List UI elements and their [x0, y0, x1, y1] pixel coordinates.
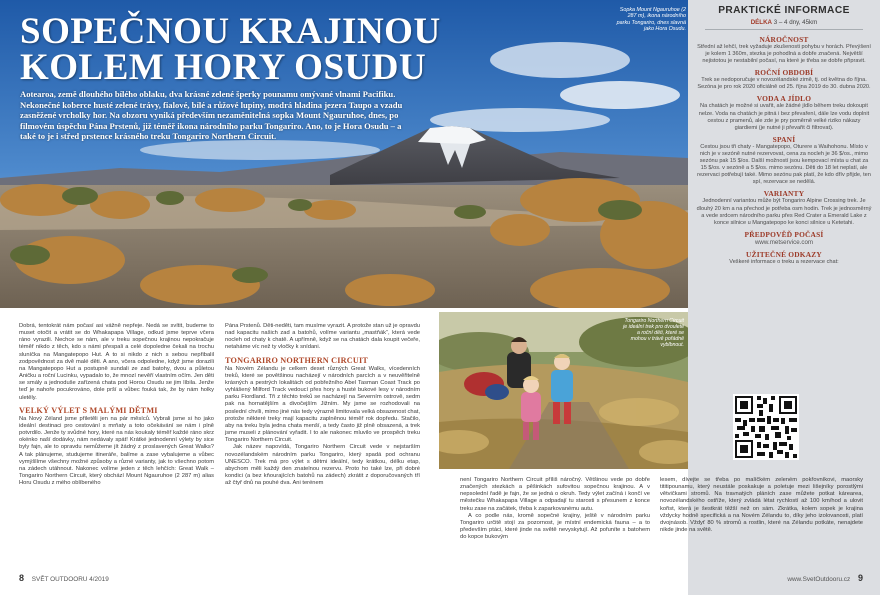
paragraph: není Tongariro Northern Circuit příliš náročný. Většinou vede po dobře značených stezkách a pěšinkách sufovitou sopečnou krajinou. A v nepsolední řadě je fajn, že se jedná o okruh. Tedy výlet začíná i končí ve městečku Whakapapa Village a odpadají tu starosti s přesunem z konce treku zase na začátek, třeba k zaparkovanému autu.	[460, 477, 650, 512]
paragraph: lesem, dívejte se třeba po malíčkém zeleném pokřovníkovi, maorsky tititipounamu, který neustále poskakuje a poletuje mezi lišejníky porostlými větvičkami stromů. Na travnatých pláních zase můžete potkat kárearea, novozélandského ostříže, který zvládá létat rychlostí až 100 km/hod a ulovit kořist, která je šestkrát těžší než on sám. Zkrátka, kolem sopek je krajina vždycky hodně specifická a na Novém Zélandu to, díky jeho izolovanosti, platí dvojnásob. Vždyť 80 % stromů a rostlin, které na Zélandu potkáte, nenajdete nikde jinde na světě.	[660, 477, 863, 534]
article-column-2	[225, 323, 420, 487]
section-heading: SPANÍ	[772, 134, 796, 144]
sidebar-sections	[696, 33, 872, 269]
section-heading-tongariro: TONGARIRO NORTHERN CIRCUIT	[225, 355, 369, 365]
length-value: 3 – 4 dny, 45km	[773, 19, 818, 26]
section-text: Cestou jsou tři chaty - Mangatepopo, Oturere a Waihohonu. Místo v nich je v sezóně nutné rezervovat, cena za nocleh je 36 $/os., mimo sezónu pak 15 $/os. Další možností jsou kempovací místa u chat za 15 $/os. v sezóně a 5 $/os. mimo sezónu. Děti do 18 let neplatí, ale rezervaci potřebují také. Mimo sezónu pak platí, že kdo dřív přijde, ten spí, rezervace se nedělá.	[697, 143, 871, 186]
section-text: Na chatách je možné si uvařit, ale žádné jídlo během treku dokoupit nelze. Voda na chatách je pitná i bez převaření, dále lze vodu doplnit cestou z pramenů, ale zde je pry poměrně velké riziko nákazy giardiemi (je nutné ji převařit či filtrovat).	[698, 103, 870, 131]
footer-right	[787, 573, 863, 583]
hero-caption: Sopka Mount Ngauruhoe (2 287 m), ikona národního parku Tongariro, dnes slavná jako Hora Osudu.	[616, 7, 686, 32]
qr-code-icon	[733, 394, 799, 460]
page-number-right: 9	[857, 573, 863, 583]
paragraph: A co podle nás, kromě sopečné krajiny, ještě v národním parku Tongariro určitě stojí za pozornost, je místní endemická fauna – a to především ptáci, které jinde na světě nevyskytují. Až pofuníte s batohem do kopce bukovým	[460, 512, 650, 541]
paragraph: Jak název napovídá, Tongariro Northern Circuit vede v nejstarším novozélandském národním parku Tongariro, který spadá pod ochranu UNESCO. Trek má pro výlet s dětmi ideální, tedy krátkou, délku etap, abychom měli každý den znatelnou rezervu. Proto ho také lze, při dobré kondici (a bez kňourajících batohů na zádech) zkrátit z doporučovaných tří až čtyř dnů na pouhé dva. Ani terénem	[225, 444, 420, 487]
sidebar-divider	[705, 29, 863, 30]
section-season	[696, 68, 872, 91]
section-difficulty	[696, 35, 872, 65]
title-line-2: KOLEM HORY OSUDU	[20, 47, 427, 88]
section-heading: ROČNÍ OBDOBÍ	[754, 68, 814, 78]
hero-photo	[0, 0, 688, 308]
section-heading: UŽITEČNÉ ODKAZY	[746, 249, 822, 259]
sidebar-title: PRAKTICKÉ INFORMACE	[718, 5, 850, 16]
page-number-left: 8	[19, 573, 25, 583]
article-column-4	[660, 477, 863, 534]
section-text: Trek se nedoporučuje v novozélandské zimě, tj. od května do října. Sezóna je pro rok 2020 oficiálně od 25. října 2019 do 30. dubna 2020.	[697, 77, 871, 91]
section-water-food	[696, 94, 872, 131]
article-column-1	[19, 323, 214, 487]
section-heading: PŘEDPOVĚĎ POČASÍ	[744, 229, 824, 239]
trek-length	[688, 19, 880, 26]
title-line-1: SOPEČNOU KRAJINOU	[20, 11, 441, 52]
section-links	[696, 250, 872, 266]
intro-text: Aotearoa, země dlouhého bílého oblaku, dva krásné zelené šperky pounamu omývané vlnami Pacifiku. Nekonečné koberce husté zelené trávy, fialové, bílé a růžové lupiny, modrá hladina jezera Taupo a vzadu zasněžené vrcholky hor. Na obzoru vyniká především nezaměnitelná sopka Mount Ngauruhoe, dnes, po filmovém úspěchu Pána Prstenů, již téměř ikona národního parku Tongariro. Ano, to je Hora Osudu – a také to je i střed prstence krásného treku Tongariro Northern Circuit.	[20, 89, 403, 142]
section-heading: NÁROČNOST	[759, 35, 809, 44]
paragraph: Pána Prstenů. Děti-neděti, tam musíme vyrazit. A protože stan už je opravdu nad kapacitu našich zad a batohů, volíme variantu „mastňák“, která vede nocleh od chaty k chatě. A upřímně, když se na chatách dala koupit večeře, netaháme víc než ty vločky k snídani.	[225, 323, 420, 351]
paragraph: Na Novém Zélandu je celkem deset různých Great Walks, vícedenních treků, které se povětšinou nacházejí v národních parcích a v neuvěřitelně krásných a pestrých lokalitách od pobřežního Abel Tasman Coast Track po vyhlášený Milford Track vedoucí přes hory a husté bukové lesy v národním parku Fiordland. Tři z těchto treků se nacházejí na Severním ostrově, sedm pak na hornatějším a divočejším Jižním. My jsme se rozhodovali na poslední chvíli, mimo jiné nás tedy výrazně limitovala velká obsazenost chat, protože některé treky mají kapacitu zaplněnou téměř rok dopředu. Stačilo, aby na treku byla jedna chata menší, a tedy často již plně obsazená, a trek jsme museli z plánování vyřadit. I to ale nakonec mluvilo ve prospěch treku Tongariro Northern Circuit.	[225, 365, 420, 444]
section-sleeping	[696, 135, 872, 187]
paragraph: Dobrá, tentokrát nám počasí asi vážně nepřeje. Nedá se svítit, budeme to muset otočit a vrátit se do Whakapapa Village, odkud jsme teprve včera ráno vyrazili. Nechce se nám, ale v treku sopečnou krajinou nepokračuje téměř nikdo z těch, kdo s námi přespali a celé dopoledne čekali na trochu sluníčka na Mangatepopo Hut. A to si nikdo z nich s sebou nepřibalil zodpovědnost za dvě malé děti. A ano, včera odpoledne, když jsme dorazili na Mangatepopo Hut a postupně sundali ze zad batohy, dvou a půletou Aničku a roční Lucinku, vypadalo to, že mnozí nevěří vlastním očím. Jen děti se smály a jednoduše zařízená chata pod Horou Osudu se jim líbila. Jenže teď je nahoře pocukrováno, dole prší a vůbec fouká tak, že by nám holky uletěly.	[19, 323, 214, 401]
magazine-website[interactable]: www.SvetOutdooru.cz	[787, 576, 851, 583]
section-weather	[696, 230, 872, 246]
length-label: DÉLKA	[750, 19, 772, 26]
qr-code[interactable]	[733, 394, 799, 460]
section-variants	[696, 189, 872, 226]
article-column-3	[460, 477, 650, 541]
section-heading-small-kids: VELKÝ VÝLET S MALÝMI DĚTMI	[19, 405, 158, 415]
magazine-issue: SVĚT OUTDOORU 4/2019	[31, 576, 109, 583]
footer-left	[19, 573, 109, 583]
section-text: Střední až lehčí, trek vyžaduje zkušenosti pohybu v horách. Převýšení je kolem 1 360m, stezka je pohodlná a dobře značená. Největší nejistotou je nestabilní počasí, na které je třeba se dobře připravit.	[697, 44, 871, 65]
paragraph: Na Nový Zéland jsme přiletěli jen na pár měsíců. Vybrali jsme si ho jako ideální destinaci pro cestování s mrňaty a toto očekávání se nám i plně potvrdilo. Jenže ty svůdné hory, které na nás koukaly téměř každé ráno skrz okénko naší dodávky, nám nedávaly spát! Krátké jednodenní výlety by sice byly fajn, ale to opravdu nemůžeme jít žádný z proslavených Great Walks? A tak plánujeme, studujeme itineráře, balíme a zase vybalujeme a vůbec vymýšlíme všechny možné způsoby a různé varianty, jak to všechno potom na zádech utáhnout. Nakonec volíme jeden z těch lehčích: Great Walk – Tongariro Northern Circuit, který obchází Mount Ngauruhoe (2 287 m) alias Horu Osudu z mého oblíbeného	[19, 415, 214, 487]
section-heading: VODA A JÍDLO	[756, 94, 812, 104]
weather-link[interactable]: www.metservice.com	[754, 238, 814, 246]
section-heading: VARIANTY	[763, 189, 805, 199]
page-title	[20, 11, 441, 88]
section-text: Veškeré informace o treku a rezervace chat:	[729, 258, 839, 265]
family-photo-caption: Tongariro Northern Circuit je ideální trek pro dvouleté a roční děti, které se mohou v trávě pořádně vyblbnout.	[623, 318, 684, 348]
section-text: Jednodenní variantou může být Tongariro Alpine Crossing trek. Je dlouhý 20 km a na přechod je potřeba osm hodin. Trek je jednosměrný a vede srdcem národního parku přes Red Crater a Emerald Lake z konce silnice u Mangatepopo ke konci silnice u Ketetahi.	[696, 198, 872, 226]
